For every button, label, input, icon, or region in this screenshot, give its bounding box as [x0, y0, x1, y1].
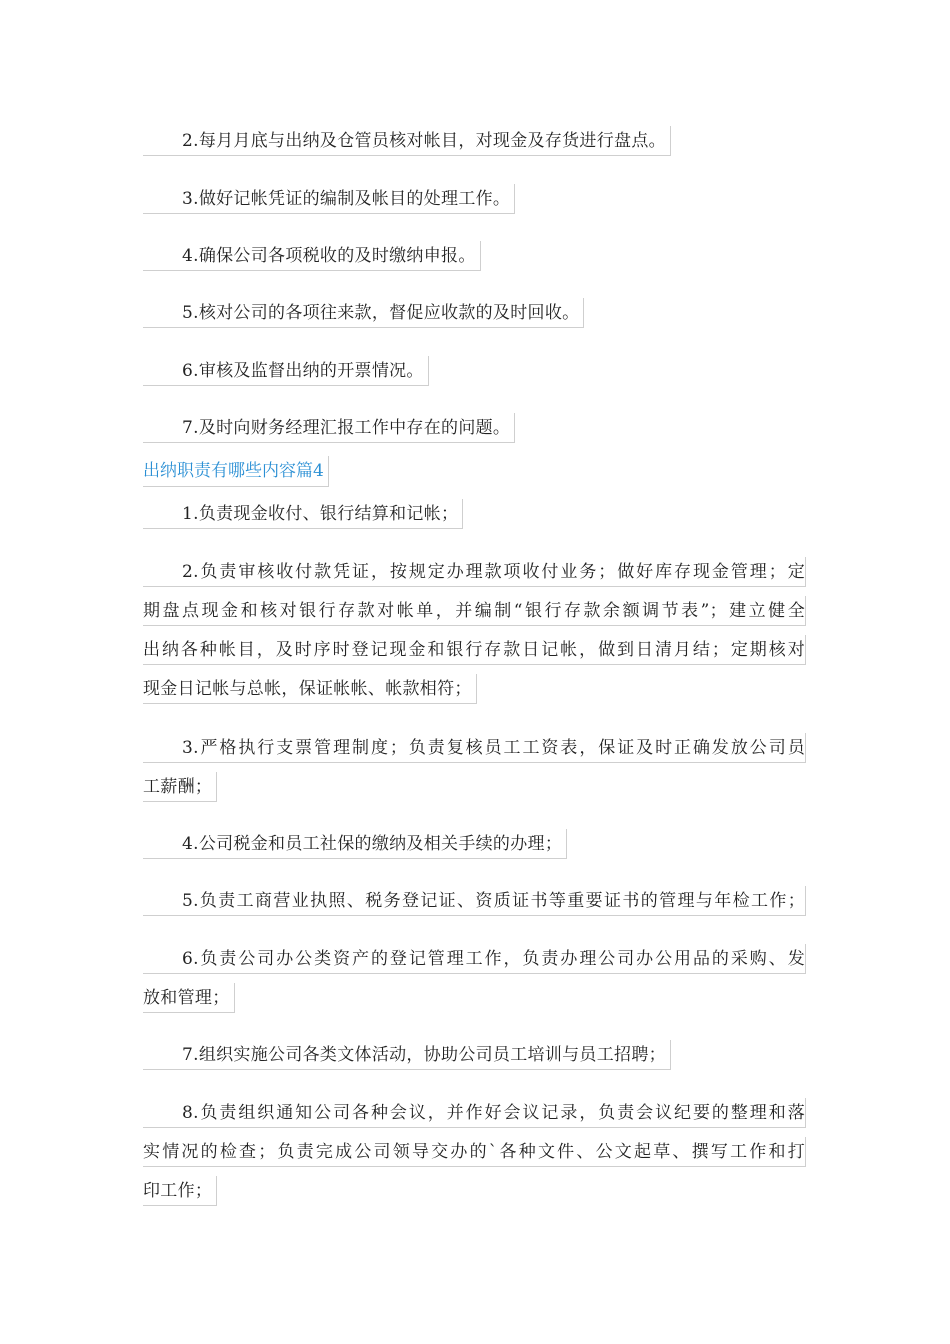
section-heading: 出纳职责有哪些内容篇4 — [143, 456, 329, 487]
list-item — [143, 944, 808, 1022]
list-item — [143, 886, 808, 925]
list-item — [143, 298, 808, 337]
paragraph-line: 3.做好记帐凭证的编制及帐目的处理工作。 — [143, 184, 515, 214]
list-item — [143, 126, 808, 165]
paragraph-line: 1.负责现金收付、银行结算和记帐； — [143, 499, 463, 529]
paragraph-line: 实情况的检查；负责完成公司领导交办的`各种文件、公文起草、撰写工作和打 — [143, 1137, 806, 1167]
paragraph-line: 2.每月月底与出纳及仓管员核对帐目，对现金及存货进行盘点。 — [143, 126, 671, 156]
list-item — [143, 413, 808, 452]
paragraph-line: 7.及时向财务经理汇报工作中存在的问题。 — [143, 413, 515, 443]
paragraph-line: 4.确保公司各项税收的及时缴纳申报。 — [143, 241, 481, 271]
paragraph-line: 6.审核及监督出纳的开票情况。 — [143, 356, 429, 386]
paragraph-line: 放和管理； — [143, 983, 235, 1013]
paragraph-line: 4.公司税金和员工社保的缴纳及相关手续的办理； — [143, 829, 567, 859]
list-item — [143, 829, 808, 868]
paragraph-line: 5.负责工商营业执照、税务登记证、资质证书等重要证书的管理与年检工作； — [143, 886, 806, 916]
paragraph-line: 7.组织实施公司各类文体活动，协助公司员工培训与员工招聘； — [143, 1040, 671, 1070]
paragraph-line: 出纳各种帐目，及时序时登记现金和银行存款日记帐，做到日清月结；定期核对 — [143, 635, 806, 665]
paragraph-line: 2.负责审核收付款凭证，按规定办理款项收付业务；做好库存现金管理；定 — [143, 557, 806, 587]
list-item — [143, 499, 808, 538]
paragraph-line: 工薪酬； — [143, 772, 217, 802]
list-item — [143, 184, 808, 223]
paragraph-line: 印工作； — [143, 1176, 217, 1206]
paragraph-line: 现金日记帐与总帐，保证帐帐、帐款相符； — [143, 674, 477, 704]
list-item — [143, 1098, 808, 1215]
list-item — [143, 241, 808, 280]
paragraph-line: 6.负责公司办公类资产的登记管理工作，负责办理公司办公用品的采购、发 — [143, 944, 806, 974]
paragraph-line: 8.负责组织通知公司各种会议，并作好会议记录，负责会议纪要的整理和落 — [143, 1098, 806, 1128]
list-item — [143, 733, 808, 811]
paragraph-line: 期盘点现金和核对银行存款对帐单，并编制“银行存款余额调节表”；建立健全 — [143, 596, 806, 626]
list-item — [143, 1040, 808, 1079]
list-item — [143, 557, 808, 713]
paragraph-line: 5.核对公司的各项往来款，督促应收款的及时回收。 — [143, 298, 584, 328]
paragraph-line: 3.严格执行支票管理制度；负责复核员工工资表，保证及时正确发放公司员 — [143, 733, 806, 763]
list-item — [143, 356, 808, 395]
